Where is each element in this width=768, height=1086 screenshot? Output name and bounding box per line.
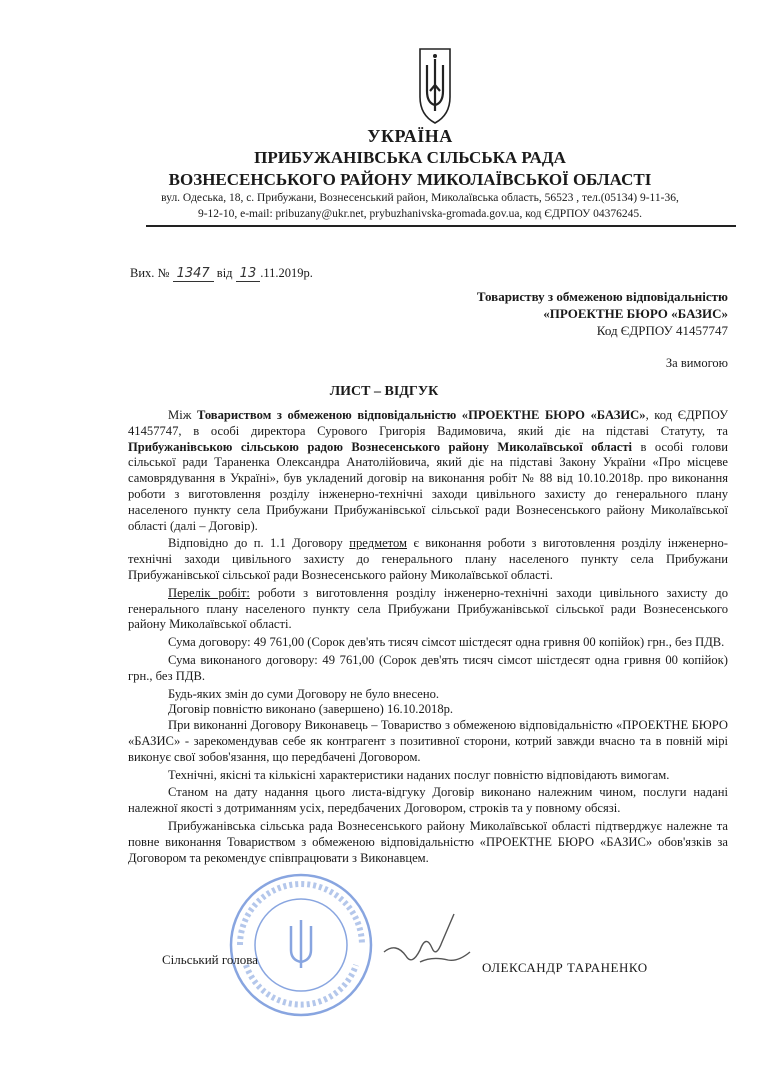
p3-label: Перелік робіт: <box>168 585 250 600</box>
paragraph-2 <box>128 536 728 583</box>
paragraph-10: Станом на дату надання цього листа-відгуку Договір виконано належним чином, послуги надані належної якості з дотриманням усіх, передбачених Договором, строків та у повному обсязі. <box>128 785 728 816</box>
paragraph-4: Сума договору: 49 761,00 (Сорок дев'ять тисяч сімсот шістдесят одна гривня 00 копійок) грн., без ПДВ. <box>168 635 725 650</box>
outgoing-prefix: Вих. № <box>130 266 170 280</box>
addressee-line-1: Товариству з обмеженою відповідальністю <box>476 289 728 304</box>
paragraph-3 <box>128 586 728 633</box>
paragraph-6: Будь-яких змін до суми Договору не було внесено. <box>168 686 440 701</box>
addressee-line-2: «ПРОЕКТНЕ БЮРО «БАЗИС» <box>543 306 728 321</box>
p1-council: Прибужанівською сільською радою Вознесенського району Миколаївської області <box>128 439 633 454</box>
addressee-line-3: Код ЄДРПОУ 41457747 <box>596 323 728 338</box>
paragraph-5: Сума виконаного договору: 49 761,00 (Сорок дев'ять тисяч сімсот шістдесят одна гривня 00 копійок) грн., без ПДВ. <box>128 652 728 683</box>
signatory-position: Сільський голова <box>162 952 258 967</box>
outgoing-date: .11.2019р. <box>260 266 313 280</box>
signature-icon <box>382 912 472 982</box>
letter-title: ЛИСТ – ВІДГУК <box>329 384 439 399</box>
address-block <box>110 190 730 222</box>
country-heading: УКРАЇНА <box>367 126 453 146</box>
p2-text: Відповідно до п. 1.1 Договору <box>168 536 350 551</box>
p1-text-3: в особі голови сільської ради Тараненка Олександра Анатолійовича, який діє на підставі Закону України «Про місцеве самоврядування в Україні», був укладений договір на виконання робіт № 88 від 10.10.2018р. про виконання роботи з виготовлення розділу інженерно-технічні заходи цивільного захисту до генерального плану населеного пункту села Прибужани Прибужанівської сільської ради Вознесенського району Миколаївської області (далі – Договір). <box>128 439 728 533</box>
letter-body <box>128 408 728 866</box>
p3-text: роботи з виготовлення розділу інженерно-технічні заходи цивільного захисту до генерального плану населеного пункту села Прибужани Прибужанівської сільської ради Вознесенського району Миколаївської області. <box>128 585 728 632</box>
paragraph-7: Договір повністю виконано (завершено) 16.10.2018р. <box>168 702 454 717</box>
p2-subject: предметом <box>349 536 408 551</box>
p2-text-2: є виконання роботи з виготовлення розділу інженерно-технічні заходи цивільного захисту до генерального плану населеного пункту села Прибужани Прибужанівської сільської ради Вознесенського району Миколаївської області. <box>128 536 728 582</box>
outgoing-day: 13 <box>236 266 261 282</box>
official-stamp-icon <box>226 870 376 1020</box>
district-heading: ВОЗНЕСЕНСЬКОГО РАЙОНУ МИКОЛАЇВСЬКОЇ ОБЛАСТІ <box>168 170 652 189</box>
signatory-name: ОЛЕКСАНДР ТАРАНЕНКО <box>482 960 648 975</box>
council-heading: ПРИБУЖАНІВСЬКА СІЛЬСЬКА РАДА <box>254 148 566 167</box>
outgoing-number-value: 1347 <box>173 266 214 282</box>
p1-company: Товариством з обмеженою відповідальністю «ПРОЕКТНЕ БЮРО «БАЗИС» <box>196 408 646 422</box>
outgoing-from-label: від <box>216 266 233 280</box>
paragraph-1 <box>128 408 728 534</box>
trident-coat-of-arms-icon <box>416 45 454 127</box>
on-request-note: За вимогою <box>665 356 728 370</box>
addressee-block <box>477 288 728 339</box>
paragraph-8: При виконанні Договору Виконавець – Товариство з обмеженою відповідальністю «ПРОЕКТНЕ БЮРО «БАЗИС» - зарекомендував себе як контрагент з позитивної сторони, котрий завжди вчасно та в повній мірі виконує свої зобов'язання, що передбачені Договором. <box>128 718 728 764</box>
p1-text: Між <box>168 408 197 422</box>
address-line-2: 9-12-10, e-mail: pribuzany@ukr.net, prybuzhanivska-gromada.gov.ua, код ЄДРПОУ 04376245. <box>197 208 643 220</box>
outgoing-number <box>130 266 313 282</box>
address-line-1: вул. Одеська, 18, с. Прибужани, Вознесенський район, Миколаївська область, 56523 , тел.(05134) 9-11-36, <box>161 192 679 204</box>
paragraph-11: Прибужанівська сільська рада Вознесенського району Миколаївської області підтверджує належне та повне виконання Товариством з обмеженою відповідальністю «ПРОЕКТНЕ БЮРО «БАЗИС» обов'язків за Договором та рекомендує співпрацювати з Виконавцем. <box>128 818 728 865</box>
header-divider <box>146 225 736 227</box>
paragraph-9: Технічні, якісні та кількісні характеристики наданих послуг повністю відповідають вимогам. <box>168 767 670 782</box>
p1-text-2: , код ЄДРПОУ 41457747, в особі директора Сурового Григорія Вадимовича, який діє на підставі Статуту, та <box>128 408 728 438</box>
